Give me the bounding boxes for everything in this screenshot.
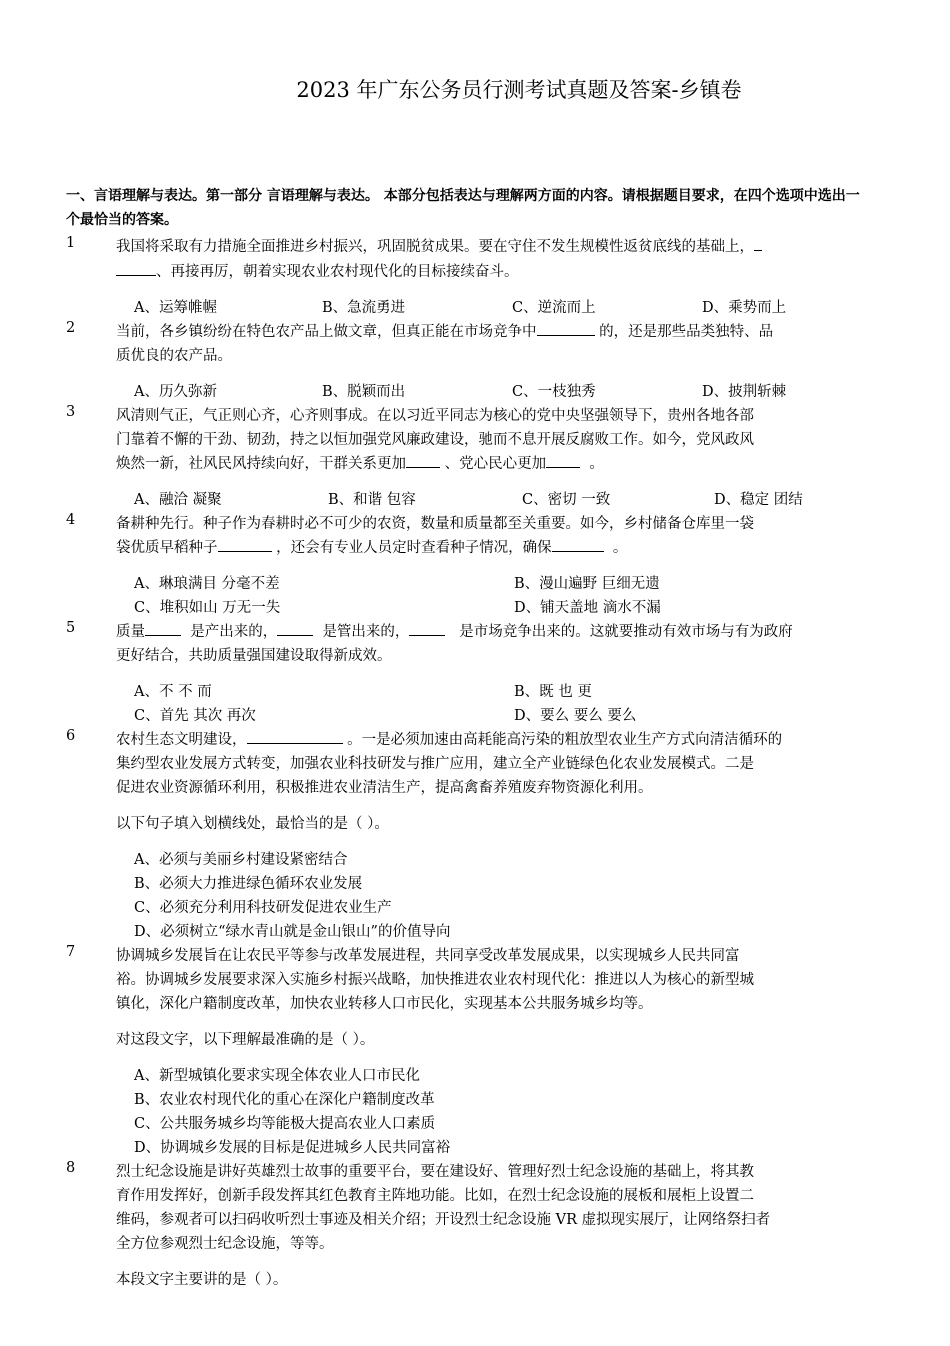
- question-stem: 当前，各乡镇纷纷在特色农产品上做文章，但真正能在市场竞争中 的，还是那些品类独特、品: [116, 320, 773, 341]
- option: B、漫山遍野 巨细无遗: [514, 576, 660, 592]
- option: C、一枝独秀: [512, 384, 596, 400]
- option: A、融洽 凝聚: [134, 492, 222, 508]
- question-stem: 维码，参观者可以扫码收听烈士事迹及相关介绍；开设烈士纪念设施 VR 虚拟现实展厅，让网络祭扫者: [116, 1212, 771, 1228]
- section-heading: 一、言语理解与表达。第一部分 言语理解与表达。 本部分包括表达与理解两方面的内容。请根据题目要求，在四个选项中选出一个最恰当的答案。: [66, 188, 860, 228]
- question-stem: 风清则气正，气正则心齐，心齐则事成。在以习近平同志为核心的党中央坚强领导下，贵州各地各部: [116, 408, 754, 424]
- option: A、新型城镇化要求实现全体农业人口市民化: [134, 1068, 420, 1084]
- blank: [546, 452, 580, 468]
- question-stem: 袋优质早稻种子 ，还会有专业人员定时查看种子情况，确保 。: [116, 536, 627, 557]
- question-prompt: 本段文字主要讲的是（ ）。: [116, 1272, 288, 1288]
- option: A、历久弥新: [134, 384, 217, 400]
- option: C、逆流而上: [512, 300, 596, 316]
- question-stem: 镇化，深化户籍制度改革，加快农业转移人口市民化，实现基本公共服务城乡均等。: [116, 996, 653, 1012]
- question-stem: 促进农业资源循环利用，积极推进农业清洁生产，提高禽畜养殖废弃物资源化利用。: [116, 780, 653, 796]
- blank: [277, 620, 313, 636]
- option: B、农业农村现代化的重心在深化户籍制度改革: [134, 1092, 435, 1108]
- blank: [409, 620, 445, 636]
- option: D、披荆斩棘: [702, 384, 787, 400]
- question-stem: 裕。协调城乡发展要求深入实施乡村振兴战略，加快推进农业农村现代化：推进以人为核心的新型城: [116, 972, 754, 988]
- option: A、运筹帷幄: [134, 300, 217, 316]
- question-prompt: 以下句子填入划横线处，最恰当的是（ ）。: [116, 816, 389, 832]
- option: B、脱颖而出: [322, 384, 406, 400]
- question-stem: 集约型农业发展方式转变，加强农业科技研发与推广应用，建立全产业链绿色化农业发展模式。二是: [116, 756, 754, 772]
- blank: [406, 452, 440, 468]
- question-stem: 门靠着不懈的干劲、韧劲，持之以恒加强党风廉政建设，驰而不息开展反腐败工作。如今，党风政风: [116, 432, 754, 448]
- question-stem: 协调城乡发展旨在让农民平等参与改革发展进程，共同享受改革发展成果，以实现城乡人民共同富: [116, 948, 740, 964]
- question-stem: 质优良的农产品。: [116, 348, 232, 364]
- option: C、公共服务城乡均等能极大提高农业人口素质: [134, 1116, 436, 1132]
- option: C、首先 其次 再次: [134, 708, 256, 724]
- question-number: 1: [66, 235, 76, 251]
- question-stem: 农村生态文明建设， 。一是必须加速由高耗能高污染的粗放型农业生产方式向清洁循环的: [116, 728, 782, 749]
- blank: [116, 260, 156, 276]
- question-stem: 、再接再厉，朝着实现农业农村现代化的目标接续奋斗。: [116, 260, 519, 281]
- option: B、急流勇进: [322, 300, 406, 316]
- blank: [754, 235, 762, 251]
- question-stem: 全方位参观烈士纪念设施，等等。: [116, 1236, 334, 1252]
- blank: [145, 620, 181, 636]
- question-number: 7: [66, 944, 76, 960]
- option: A、必须与美丽乡村建设紧密结合: [134, 852, 348, 868]
- question-stem: 焕然一新，社风民风持续向好，干群关系更加 、党心民心更加 。: [116, 452, 604, 473]
- question-number: 6: [66, 728, 76, 744]
- page-title: 2023 年广东公务员行测考试真题及答案-乡镇卷: [296, 78, 742, 102]
- option: A、琳琅满目 分毫不差: [134, 576, 280, 592]
- blank: [552, 536, 604, 552]
- question-stem: 备耕种先行。种子作为春耕时必不可少的农资，数量和质量都至关重要。如今，乡村储备仓库里一袋: [116, 516, 754, 532]
- question-number: 2: [66, 320, 76, 336]
- blank: [247, 728, 343, 744]
- option: D、必须树立“绿水青山就是金山银山”的价值导向: [134, 924, 451, 940]
- option: D、乘势而上: [702, 300, 787, 316]
- question-number: 5: [66, 620, 76, 636]
- question-stem: 我国将采取有力措施全面推进乡村振兴，巩固脱贫成果。要在守住不发生规模性返贫底线的基础上，: [116, 235, 762, 256]
- option: A、不 不 而: [134, 684, 212, 700]
- question-stem: 更好结合，共助质量强国建设取得新成效。: [116, 648, 392, 664]
- question-number: 3: [66, 404, 76, 420]
- option: B、既 也 更: [514, 684, 592, 700]
- option: C、必须充分利用科技研发促进农业生产: [134, 900, 392, 916]
- option: D、协调城乡发展的目标是促进城乡人民共同富裕: [134, 1140, 451, 1156]
- option: D、铺天盖地 滴水不漏: [514, 600, 661, 616]
- question-stem: 育作用发挥好，创新手段发挥其红色教育主阵地功能。比如，在烈士纪念设施的展板和展柜上设置二: [116, 1188, 754, 1204]
- question-stem: 质量 是产出来的， 是管出来的， 是市场竞争出来的。这就要推动有效市场与有为政府: [116, 620, 793, 641]
- option: B、必须大力推进绿色循环农业发展: [134, 876, 363, 892]
- option: C、密切 一致: [522, 492, 611, 508]
- question-number: 4: [66, 512, 76, 528]
- option: D、稳定 团结: [714, 492, 803, 508]
- option: B、和谐 包容: [328, 492, 416, 508]
- question-prompt: 对这段文字，以下理解最准确的是（ ）。: [116, 1032, 375, 1048]
- question-number: 8: [66, 1160, 76, 1176]
- question-stem: 烈士纪念设施是讲好英雄烈士故事的重要平台，要在建设好、管理好烈士纪念设施的基础上，将其教: [116, 1164, 754, 1180]
- option: C、堆积如山 万无一失: [134, 600, 281, 616]
- blank: [537, 320, 595, 336]
- option: D、要么 要么 要么: [514, 708, 637, 724]
- blank: [218, 536, 272, 552]
